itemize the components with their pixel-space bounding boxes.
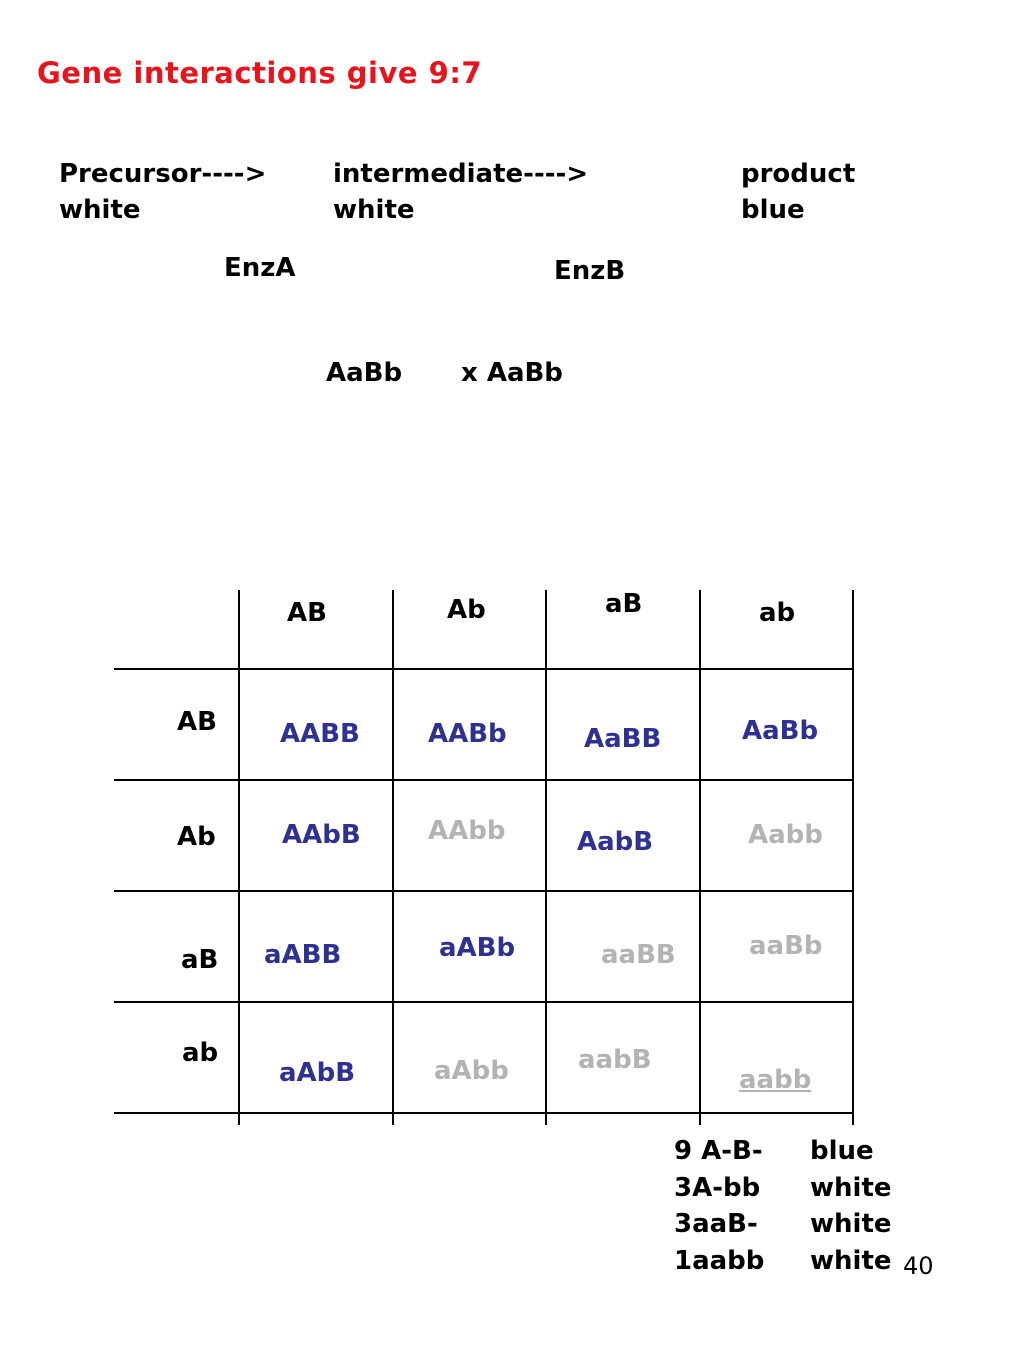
ratio-phenotype: white <box>810 1245 892 1276</box>
ratio-genotype-class: 3A-bb <box>674 1172 761 1203</box>
ratio-genotypes <box>674 1133 764 1279</box>
ratio-genotype-class: 1aabb <box>674 1245 765 1276</box>
grid-vline <box>699 590 701 1125</box>
ratio-genotype-class: 3aaB- <box>674 1209 758 1239</box>
intermediate-label: intermediate----> <box>333 159 589 189</box>
offspring-genotype: AABb <box>428 719 507 749</box>
offspring-genotype: aAbb <box>434 1056 509 1086</box>
offspring-genotype: AAbb <box>428 816 506 846</box>
grid-hline <box>114 1001 854 1003</box>
grid-vline <box>852 590 854 1125</box>
offspring-genotype: aAbB <box>279 1058 356 1088</box>
grid-hline <box>114 890 854 892</box>
grid-hline <box>114 779 854 781</box>
offspring-genotype: AaBB <box>584 724 662 754</box>
cross-parent-1: AaBb <box>326 358 403 388</box>
ratio-phenotypes <box>810 1133 892 1279</box>
pathway-product <box>741 156 855 228</box>
grid-vline <box>238 590 240 1125</box>
ratio-phenotype: white <box>810 1209 892 1239</box>
offspring-genotype: aaBb <box>749 931 823 961</box>
offspring-genotype: AABB <box>280 719 360 749</box>
enzyme-a-label: EnzA <box>224 253 296 283</box>
col-header-gamete: AB <box>287 598 327 628</box>
offspring-genotype: aabb <box>739 1065 812 1095</box>
row-header-gamete: AB <box>177 707 217 737</box>
col-header-gamete: ab <box>759 598 796 628</box>
offspring-genotype: aaBB <box>601 940 676 970</box>
ratio-genotype-class: 9 A-B- <box>674 1136 763 1166</box>
offspring-genotype: Aabb <box>748 820 823 850</box>
col-header-gamete: aB <box>605 589 643 619</box>
precursor-label: Precursor----> <box>59 159 267 189</box>
offspring-genotype: aABb <box>439 933 516 963</box>
offspring-genotype: AaBb <box>742 716 819 746</box>
offspring-genotype: AAbB <box>282 820 361 850</box>
slide-title: Gene interactions give 9:7 <box>37 56 483 90</box>
grid-vline <box>545 590 547 1125</box>
cross-parent-2: x AaBb <box>461 358 563 388</box>
product-label: product <box>741 159 856 189</box>
row-header-gamete: Ab <box>177 822 216 852</box>
ratio-phenotype: white <box>810 1172 892 1203</box>
grid-vline <box>392 590 394 1125</box>
row-header-gamete: aB <box>181 945 219 975</box>
pathway-precursor <box>59 156 266 228</box>
offspring-genotype: aabB <box>578 1045 652 1075</box>
offspring-genotype: AabB <box>577 827 654 857</box>
pathway-intermediate <box>333 156 588 228</box>
col-header-gamete: Ab <box>447 595 486 625</box>
intermediate-color: white <box>333 195 415 225</box>
precursor-color: white <box>59 195 141 225</box>
row-header-gamete: ab <box>182 1038 219 1068</box>
product-color: blue <box>741 195 805 225</box>
grid-hline <box>114 1112 854 1114</box>
offspring-genotype: aABB <box>264 940 342 970</box>
ratio-phenotype: blue <box>810 1136 874 1166</box>
enzyme-b-label: EnzB <box>554 256 626 286</box>
page-number: 40 <box>903 1252 934 1280</box>
grid-hline <box>114 668 854 670</box>
